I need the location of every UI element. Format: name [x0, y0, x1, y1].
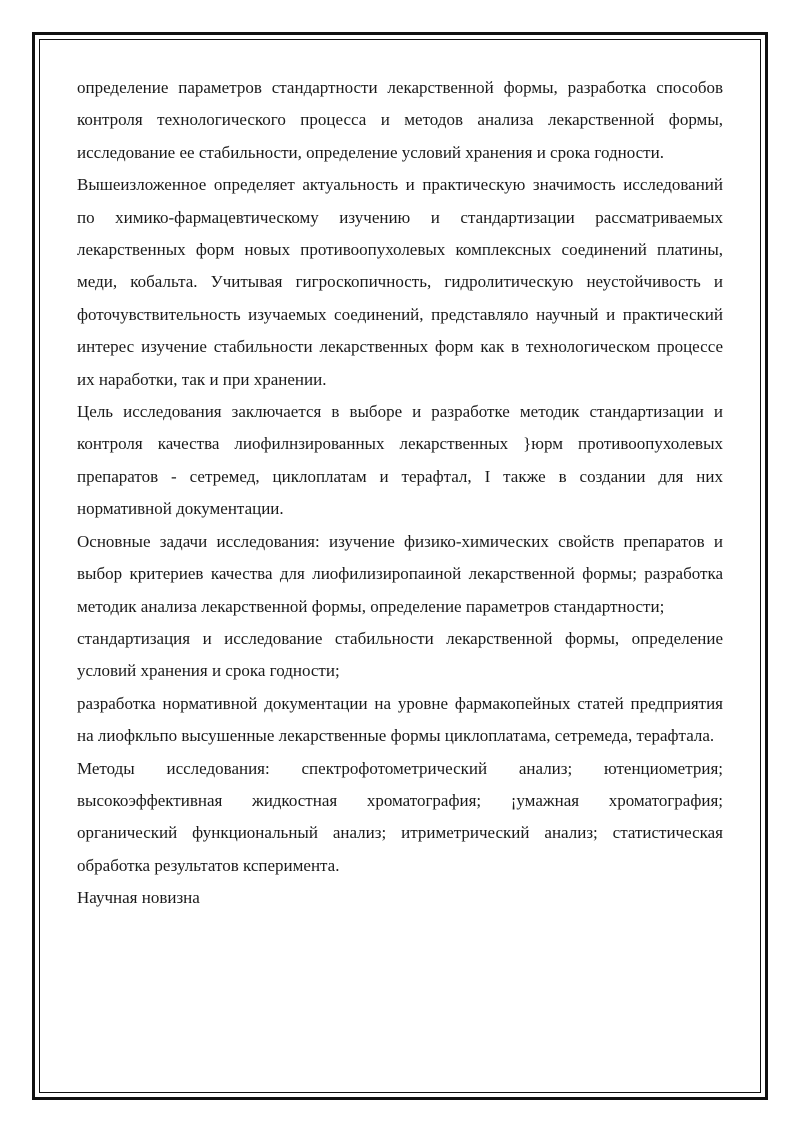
section-heading-novelty: Научная новизна: [77, 888, 200, 908]
paragraph-intro-continuation: определение параметров стандартности лекарственной формы, разработка способов контроля технологического процесса и методов анализа лекарственной формы, исследование ее стабильности, определение условий хранения и срока годности.: [77, 78, 723, 162]
paragraph-research-tasks: Основные задачи исследования: изучение физико-химических свойств препаратов и выбор критериев качества для лиофилизиропаиной лекарственной формы; разработка методик анализа лекарственной формы, определение параметров стандартности;: [77, 531, 723, 616]
paragraph-standardization: стандартизация и исследование стабильности лекарственной формы, определение условий хранения и срока годности;: [77, 628, 723, 681]
paragraph-research-goal: Цель исследования заключается в выборе и разработке методик стандартизации и контроля качества лиофилнзированных лекарственных }юрм противоопухолевых препаратов - сетремед, циклоплатам и терафтал, I также в создании для них нормативной документации.: [77, 402, 723, 519]
document-body: [77, 72, 723, 915]
paragraph-relevance: Вышеизложенное определяет актуальность и практическую значимость исследований по химико-фармацевтическому изучению и стандартизации рассматриваемых лекарственных форм новых противоопухолевых комплексных соединений платины, меди, кобальта. Учитывая гигроскопичность, гидролитическую неустойчивость и фоточувствительность изучаемых соединений, представляло научный и практический интерес изучение стабильности лекарственных форм как в технологическом процессе их наработки, так и при хранении.: [77, 175, 723, 389]
paragraph-methods: Методы исследования: спектрофотометрический анализ; ютенциометрия; высокоэффективная жидкостная хроматография; ¡умажная хроматография; органический функциональный анализ; итриметрический анализ; статистическая обработка результатов ксперимента.: [77, 758, 723, 875]
paragraph-documentation: разработка нормативной документации на уровне фармакопейных статей предприятия на лиофкльпо высушенные лекарственные формы циклоплатама, сетремеда, терафтала.: [77, 693, 723, 746]
